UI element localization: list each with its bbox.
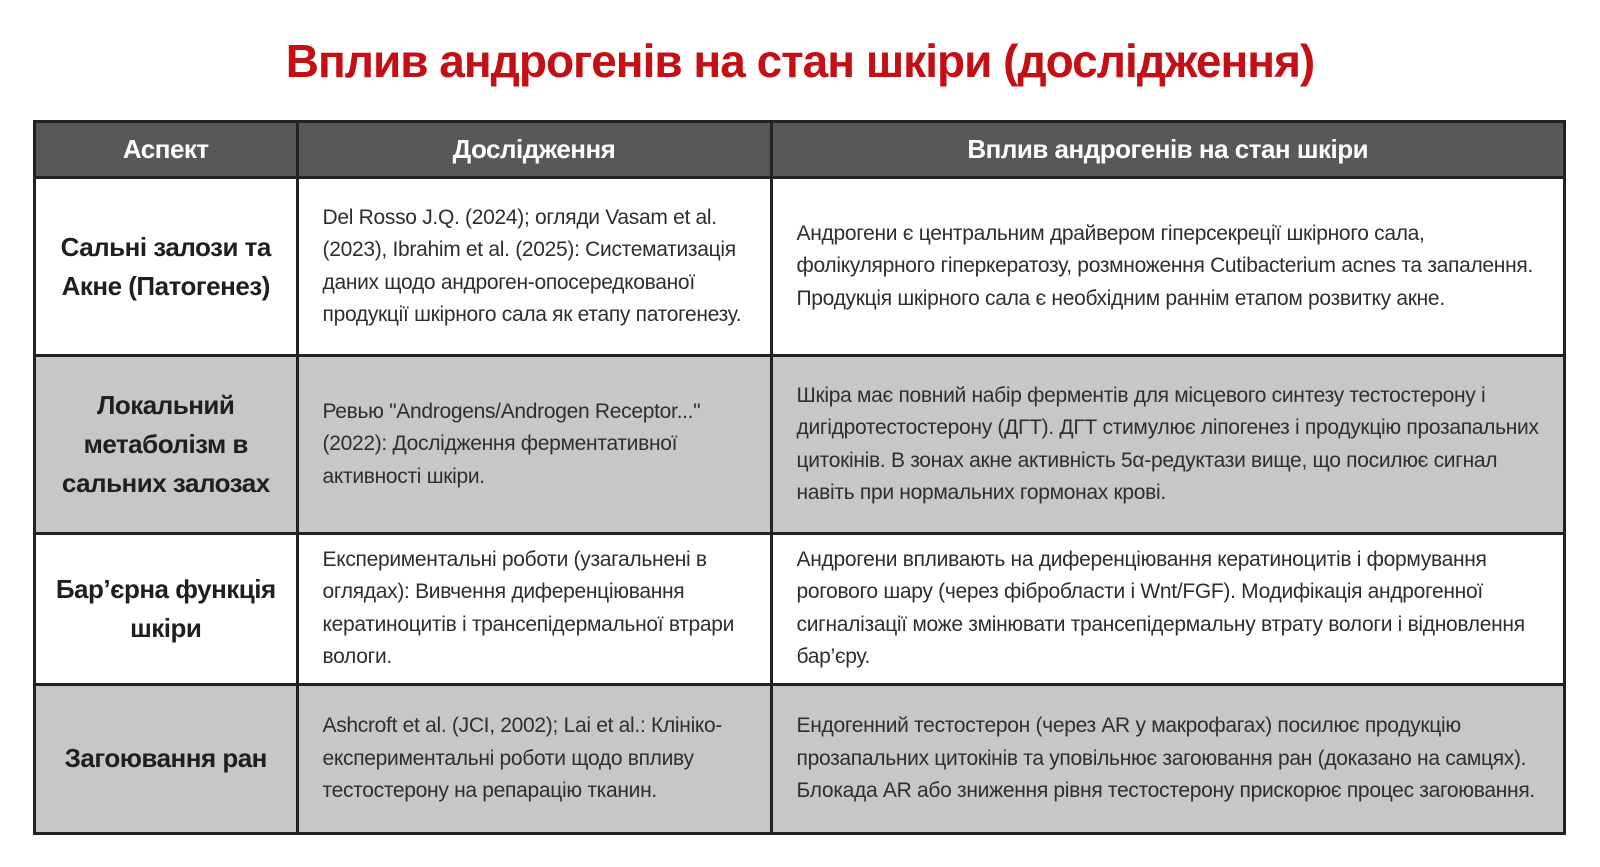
comparison-table [33, 120, 1566, 835]
cell-aspect: Сальні залози та Акне (Патогенез) [36, 178, 297, 356]
cell-aspect: Бар’єрна функція шкіри [36, 533, 297, 684]
cell-effect: Андрогени впливають на диференціювання кератиноцитів і формування рогового шару (через фібробласти і Wnt/FGF). Модифікація андрогенної сигналізації може змінювати трансепідермальну втрату вологи і відновлення бар’єру. [771, 533, 1563, 684]
cell-research: Ashcroft et al. (JCI, 2002); Lai et al.: Клініко-експериментальні роботи щодо впливу тестостерону на репарацію тканин. [297, 684, 771, 832]
cell-effect: Шкіра має повний набір ферментів для місцевого синтезу тестостерону і дигідротестостерону (ДГТ). ДГТ стимулює ліпогенез і продукцію прозапальних цитокінів. В зонах акне активність 5α-редуктази вище, що посилює сигнал навіть при нормальних гормонах крові. [771, 356, 1563, 533]
header-research: Дослідження [297, 123, 771, 178]
cell-research: Експериментальні роботи (узагальнені в оглядах): Вивчення диференціювання кератиноцитів і трансепідермальної втрари вологи. [297, 533, 771, 684]
cell-research: Del Rosso J.Q. (2024); огляди Vasam et al. (2023), Ibrahim et al. (2025): Систематизація даних щодо андроген-опосередкованої продукції шкірного сала як етапу патогенезу. [297, 178, 771, 356]
header-effect: Вплив андрогенів на стан шкіри [771, 123, 1563, 178]
cell-effect: Андрогени є центральним драйвером гіперсекреції шкірного сала, фолікулярного гіперкератозу, розмноження Cutibacterium acnes та запалення. Продукція шкірного сала є необхідним раннім етапом розвитку акне. [771, 178, 1563, 356]
cell-research: Ревью "Androgens/Androgen Receptor..." (2022): Дослідження ферментативної активності шкіри. [297, 356, 771, 533]
cell-effect: Ендогенний тестостерон (через AR у макрофагах) посилює продукцію прозапальних цитокінів та уповільнює загоювання ран (доказано на самцях). Блокада AR або зниження рівня тестостерону прискорює процес загоювання. [771, 684, 1563, 832]
cell-aspect: Загоювання ран [36, 684, 297, 832]
table-row [36, 356, 1563, 533]
table-header-row [36, 123, 1563, 178]
table-row [36, 178, 1563, 356]
cell-aspect: Локальний метаболізм в сальних залозах [36, 356, 297, 533]
page-title: Вплив андрогенів на стан шкіри (дослідження) [285, 35, 1315, 87]
header-aspect: Аспект [36, 123, 297, 178]
table-row [36, 684, 1563, 832]
table-row [36, 533, 1563, 684]
